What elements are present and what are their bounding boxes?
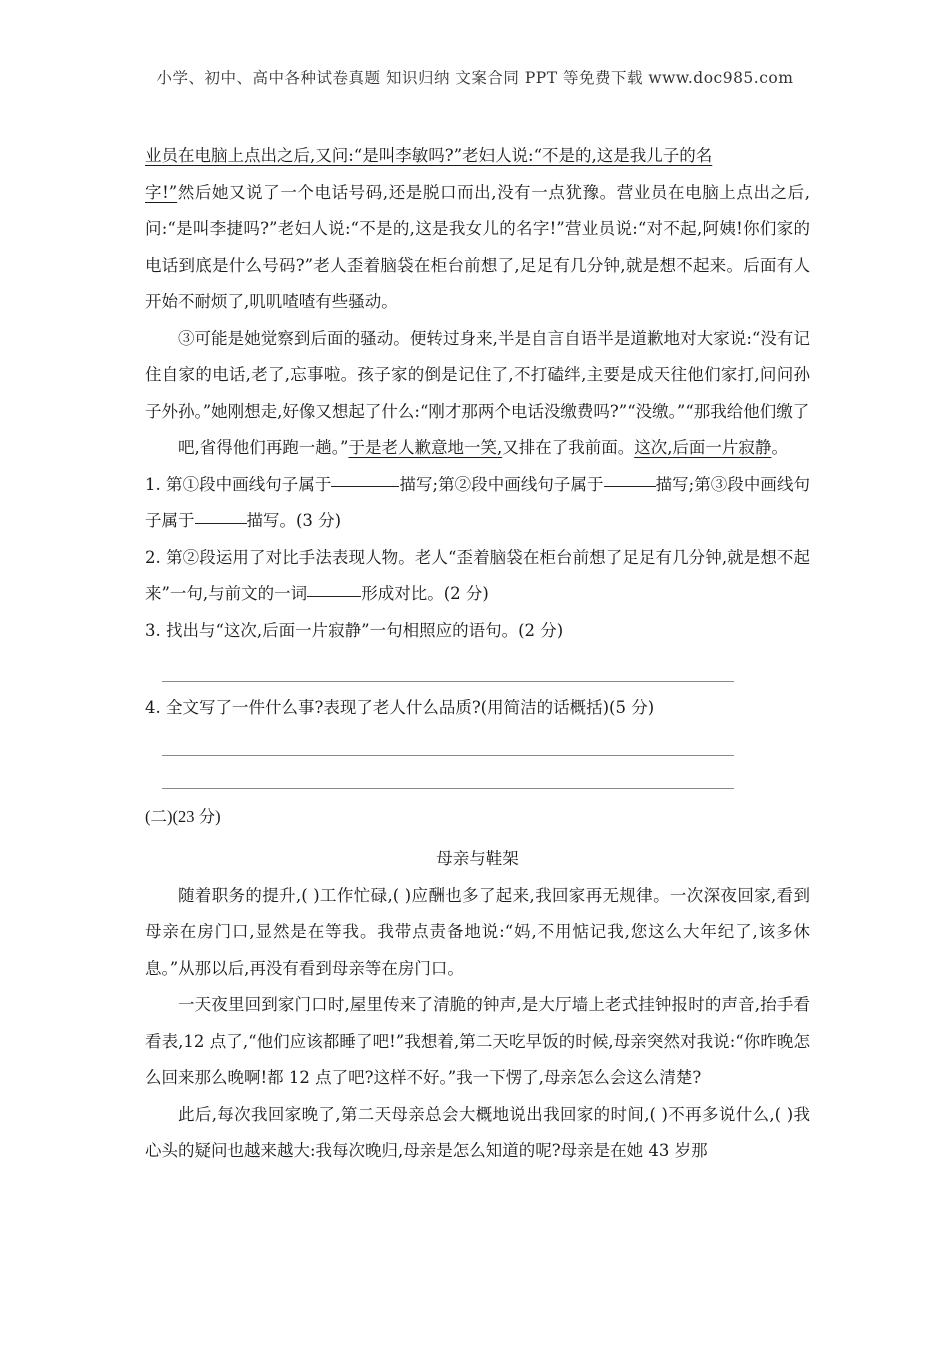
- paragraph-text: 吧,省得他们再跑一趟。”: [178, 438, 349, 457]
- question-4: 4. 全文写了一件什么事?表现了老人什么品质?(用简洁的话概括)(5 分): [145, 698, 655, 717]
- section2-paragraph-3: 此后,每次我回家晚了,第二天母亲总会大概地说出我回家的时间,( )不再多说什么,( )我心头的疑问也越来越大:我每次晚归,母亲是怎么知道的呢?母亲是在她 43 岁那: [145, 1104, 810, 1160]
- document-body: [145, 138, 810, 1170]
- answer-line[interactable]: [162, 663, 734, 682]
- passage1-paragraph-3-continued: [145, 430, 810, 467]
- question-1: 1. 第①段中画线句子属于 描写;第②段中画线句子属于 描写;第③段中画线句子属于 描写。(3 分): [145, 474, 810, 530]
- paragraph-text: 。: [771, 438, 788, 457]
- paragraph-text: 然后她又说了一个电话号码,还是脱口而出,没有一点犹豫。营业员在电脑上点出之后,问:“是叫李捷吗?”老妇人说:“不是的,这是我女儿的名字!”营业员说:“对不起,阿姨!你们家的电话到底是什么号码?”老人歪着脑袋在柜台前想了,足足有几分钟,就是想不起来。后面有人开始不耐烦了,叽叽喳喳有些骚动。: [145, 182, 810, 311]
- article-title: 母亲与鞋架: [436, 849, 519, 868]
- underlined-sentence: 于是老人歉意地一笑,: [348, 438, 503, 457]
- question-3: 3. 找出与“这次,后面一片寂静”一句相照应的语句。(2 分): [145, 620, 564, 640]
- paragraph-text: 又排在了我前面。: [502, 438, 635, 457]
- fill-blank[interactable]: [195, 522, 247, 524]
- section2-paragraph-1: 随着职务的提升,( )工作忙碌,( )应酬也多了起来,我回家再无规律。一次深夜回家,看到母亲在房门口,显然是在等我。我带点责备地说:“妈,不用惦记我,您这么大年纪了,该多休息。”从那以后,再没有看到母亲等在房门口。: [145, 885, 810, 978]
- fill-blank[interactable]: [331, 485, 399, 487]
- fill-blank[interactable]: [307, 595, 361, 597]
- underlined-sentence-end: 字!”: [145, 182, 178, 202]
- answer-line[interactable]: [162, 770, 734, 789]
- section-heading: (二)(23 分): [145, 806, 221, 826]
- question-2: 2. 第②段运用了对比手法表现人物。老人“歪着脑袋在柜台前想了足足有几分钟,就是想不起来”一句,与前文的一词 形成对比。(2 分): [145, 547, 810, 603]
- page-header: 小学、初中、高中各种试卷真题 知识归纳 文案合同 PPT 等免费下载 www.doc985.com: [156, 69, 794, 87]
- passage1-paragraph-3: ③可能是她觉察到后面的骚动。便转过身来,半是自言自语半是道歉地对大家说:“没有记住自家的电话,老了,忘事啦。孩子家的倒是记住了,不打磕绊,主要是成天往他们家打,问问孙子外孙。”她刚想走,好像又想起了什么:“刚才那两个电话没缴费吗?”“没缴。”“那我给他们缴了: [145, 328, 810, 421]
- section2-paragraph-2: 一天夜里回到家门口时,屋里传来了清脆的钟声,是大厅墙上老式挂钟报时的声音,抬手看看表,12 点了,“他们应该都睡了吧!”我想着,第二天吃早饭的时候,母亲突然对我说:“你昨晚怎么回来那么晚啊!都 12 点了吧?这样不好。”我一下愣了,母亲怎么会这么清楚?: [145, 995, 810, 1087]
- passage1-paragraph-2: [145, 138, 810, 321]
- answer-line[interactable]: [162, 737, 734, 756]
- fill-blank[interactable]: [604, 485, 656, 487]
- underlined-sentence: 业员在电脑上点出之后,又问:“是叫李敏吗?”老妇人说:“不是的,这是我儿子的名: [145, 146, 713, 165]
- underlined-sentence: 这次,后面一片寂静: [634, 438, 772, 457]
